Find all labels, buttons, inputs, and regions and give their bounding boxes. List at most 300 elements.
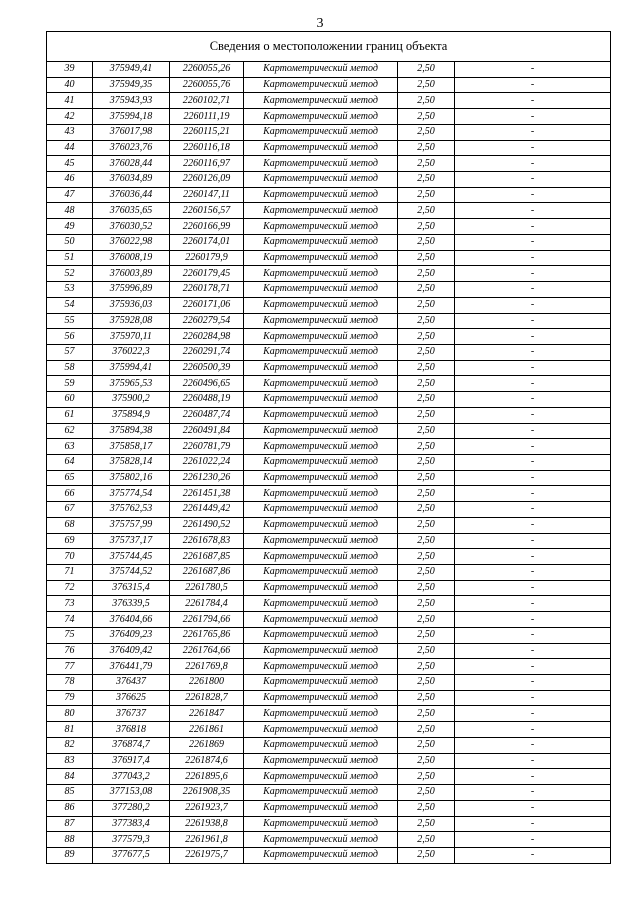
accuracy-cell: 2,50 — [398, 360, 455, 376]
method-cell: Картометрический метод — [244, 533, 398, 549]
coordinate-y-cell: 2261847 — [170, 706, 244, 722]
coordinate-y-cell: 2261895,6 — [170, 769, 244, 785]
point-number-cell: 89 — [47, 847, 93, 863]
coordinate-x-cell: 375949,35 — [93, 77, 170, 93]
coordinate-y-cell: 2261780,5 — [170, 580, 244, 596]
point-number-cell: 55 — [47, 313, 93, 329]
coordinate-y-cell: 2260781,79 — [170, 439, 244, 455]
accuracy-cell: 2,50 — [398, 533, 455, 549]
coordinate-x-cell: 375828,14 — [93, 454, 170, 470]
table-row — [47, 847, 611, 863]
method-cell: Картометрический метод — [244, 297, 398, 313]
note-cell: - — [455, 517, 611, 533]
coordinate-y-cell: 2261769,8 — [170, 659, 244, 675]
note-cell: - — [455, 219, 611, 235]
point-number-cell: 42 — [47, 109, 93, 125]
accuracy-cell: 2,50 — [398, 847, 455, 863]
accuracy-cell: 2,50 — [398, 313, 455, 329]
coordinate-y-cell: 2261869 — [170, 737, 244, 753]
table-row — [47, 769, 611, 785]
coordinate-x-cell: 376404,66 — [93, 612, 170, 628]
table-row — [47, 596, 611, 612]
accuracy-cell: 2,50 — [398, 187, 455, 203]
note-cell: - — [455, 816, 611, 832]
table-row — [47, 187, 611, 203]
accuracy-cell: 2,50 — [398, 140, 455, 156]
method-cell: Картометрический метод — [244, 832, 398, 848]
method-cell: Картометрический метод — [244, 77, 398, 93]
point-number-cell: 66 — [47, 486, 93, 502]
accuracy-cell: 2,50 — [398, 486, 455, 502]
note-cell: - — [455, 659, 611, 675]
coordinate-y-cell: 2261861 — [170, 722, 244, 738]
table-row — [47, 502, 611, 518]
point-number-cell: 52 — [47, 266, 93, 282]
point-number-cell: 85 — [47, 785, 93, 801]
coordinate-y-cell: 2260055,76 — [170, 77, 244, 93]
accuracy-cell: 2,50 — [398, 392, 455, 408]
coordinate-y-cell: 2260116,18 — [170, 140, 244, 156]
table-row — [47, 816, 611, 832]
coordinate-y-cell: 2260147,11 — [170, 187, 244, 203]
note-cell: - — [455, 109, 611, 125]
accuracy-cell: 2,50 — [398, 832, 455, 848]
coordinate-y-cell: 2261490,52 — [170, 517, 244, 533]
coordinate-y-cell: 2261449,42 — [170, 502, 244, 518]
method-cell: Картометрический метод — [244, 800, 398, 816]
note-cell: - — [455, 706, 611, 722]
note-cell: - — [455, 737, 611, 753]
note-cell: - — [455, 502, 611, 518]
point-number-cell: 39 — [47, 62, 93, 78]
note-cell: - — [455, 643, 611, 659]
accuracy-cell: 2,50 — [398, 297, 455, 313]
point-number-cell: 57 — [47, 344, 93, 360]
note-cell: - — [455, 847, 611, 863]
accuracy-cell: 2,50 — [398, 659, 455, 675]
accuracy-cell: 2,50 — [398, 376, 455, 392]
note-cell: - — [455, 156, 611, 172]
note-cell: - — [455, 627, 611, 643]
coordinate-y-cell: 2260491,84 — [170, 423, 244, 439]
point-number-cell: 46 — [47, 172, 93, 188]
note-cell: - — [455, 832, 611, 848]
accuracy-cell: 2,50 — [398, 690, 455, 706]
coordinate-x-cell: 376441,79 — [93, 659, 170, 675]
method-cell: Картометрический метод — [244, 627, 398, 643]
accuracy-cell: 2,50 — [398, 156, 455, 172]
coordinate-y-cell: 2261451,38 — [170, 486, 244, 502]
accuracy-cell: 2,50 — [398, 93, 455, 109]
note-cell: - — [455, 172, 611, 188]
note-cell: - — [455, 785, 611, 801]
coordinate-x-cell: 376034,89 — [93, 172, 170, 188]
coordinate-y-cell: 2260179,9 — [170, 250, 244, 266]
method-cell: Картометрический метод — [244, 313, 398, 329]
note-cell: - — [455, 250, 611, 266]
method-cell: Картометрический метод — [244, 737, 398, 753]
coordinate-y-cell: 2261800 — [170, 675, 244, 691]
accuracy-cell: 2,50 — [398, 737, 455, 753]
point-number-cell: 50 — [47, 234, 93, 250]
note-cell: - — [455, 423, 611, 439]
table-row — [47, 109, 611, 125]
method-cell: Картометрический метод — [244, 439, 398, 455]
table-row — [47, 250, 611, 266]
point-number-cell: 47 — [47, 187, 93, 203]
point-number-cell: 51 — [47, 250, 93, 266]
note-cell: - — [455, 596, 611, 612]
coordinate-y-cell: 2261764,66 — [170, 643, 244, 659]
note-cell: - — [455, 800, 611, 816]
note-cell: - — [455, 392, 611, 408]
table-row — [47, 549, 611, 565]
table-row — [47, 800, 611, 816]
table-row — [47, 643, 611, 659]
table-row — [47, 344, 611, 360]
coordinate-y-cell: 2261938,8 — [170, 816, 244, 832]
table-row — [47, 77, 611, 93]
note-cell: - — [455, 124, 611, 140]
note-cell: - — [455, 722, 611, 738]
table-row — [47, 376, 611, 392]
point-number-cell: 54 — [47, 297, 93, 313]
note-cell: - — [455, 612, 611, 628]
accuracy-cell: 2,50 — [398, 627, 455, 643]
table-row — [47, 439, 611, 455]
point-number-cell: 84 — [47, 769, 93, 785]
note-cell: - — [455, 470, 611, 486]
method-cell: Картометрический метод — [244, 596, 398, 612]
note-cell: - — [455, 690, 611, 706]
accuracy-cell: 2,50 — [398, 62, 455, 78]
page-number: 3 — [316, 16, 324, 31]
note-cell: - — [455, 675, 611, 691]
method-cell: Картометрический метод — [244, 847, 398, 863]
point-number-cell: 73 — [47, 596, 93, 612]
table-row — [47, 62, 611, 78]
note-cell: - — [455, 533, 611, 549]
coordinate-y-cell: 2261784,4 — [170, 596, 244, 612]
table-row — [47, 675, 611, 691]
coordinate-x-cell: 376409,23 — [93, 627, 170, 643]
table-row — [47, 580, 611, 596]
table-row — [47, 360, 611, 376]
method-cell: Картометрический метод — [244, 565, 398, 581]
coordinate-x-cell: 376028,44 — [93, 156, 170, 172]
table-row — [47, 565, 611, 581]
coordinate-x-cell: 376818 — [93, 722, 170, 738]
coordinate-y-cell: 2260115,21 — [170, 124, 244, 140]
note-cell: - — [455, 187, 611, 203]
coordinate-x-cell: 375994,41 — [93, 360, 170, 376]
table-row — [47, 266, 611, 282]
method-cell: Картометрический метод — [244, 392, 398, 408]
method-cell: Картометрический метод — [244, 486, 398, 502]
coordinate-y-cell: 2260291,74 — [170, 344, 244, 360]
point-number-cell: 64 — [47, 454, 93, 470]
coordinate-y-cell: 2261794,66 — [170, 612, 244, 628]
note-cell: - — [455, 297, 611, 313]
method-cell: Картометрический метод — [244, 344, 398, 360]
table-row — [47, 407, 611, 423]
coordinate-x-cell: 376409,42 — [93, 643, 170, 659]
coordinate-x-cell: 375949,41 — [93, 62, 170, 78]
table-row — [47, 517, 611, 533]
coordinate-x-cell: 376003,89 — [93, 266, 170, 282]
coordinate-y-cell: 2260116,97 — [170, 156, 244, 172]
coordinate-y-cell: 2261687,85 — [170, 549, 244, 565]
method-cell: Картометрический метод — [244, 423, 398, 439]
coordinate-x-cell: 375737,17 — [93, 533, 170, 549]
method-cell: Картометрический метод — [244, 250, 398, 266]
point-number-cell: 71 — [47, 565, 93, 581]
accuracy-cell: 2,50 — [398, 706, 455, 722]
coordinate-x-cell: 376008,19 — [93, 250, 170, 266]
method-cell: Картометрический метод — [244, 753, 398, 769]
table-row — [47, 722, 611, 738]
table-row — [47, 612, 611, 628]
coordinate-x-cell: 376917,4 — [93, 753, 170, 769]
note-cell: - — [455, 580, 611, 596]
coordinate-x-cell: 375744,45 — [93, 549, 170, 565]
coordinate-y-cell: 2261908,35 — [170, 785, 244, 801]
note-cell: - — [455, 266, 611, 282]
note-cell: - — [455, 62, 611, 78]
table-row — [47, 706, 611, 722]
table-row — [47, 329, 611, 345]
accuracy-cell: 2,50 — [398, 470, 455, 486]
table-row — [47, 282, 611, 298]
coordinate-x-cell: 376625 — [93, 690, 170, 706]
coordinate-y-cell: 2261828,7 — [170, 690, 244, 706]
accuracy-cell: 2,50 — [398, 329, 455, 345]
method-cell: Картометрический метод — [244, 785, 398, 801]
note-cell: - — [455, 344, 611, 360]
coordinate-x-cell: 375858,17 — [93, 439, 170, 455]
coordinate-x-cell: 376022,3 — [93, 344, 170, 360]
note-cell: - — [455, 376, 611, 392]
point-number-cell: 45 — [47, 156, 93, 172]
coordinate-x-cell: 375936,03 — [93, 297, 170, 313]
boundary-coordinates-table — [46, 31, 611, 864]
coordinate-x-cell: 377043,2 — [93, 769, 170, 785]
table-row — [47, 470, 611, 486]
coordinate-y-cell: 2260179,45 — [170, 266, 244, 282]
accuracy-cell: 2,50 — [398, 596, 455, 612]
table-row — [47, 297, 611, 313]
coordinate-y-cell: 2260171,06 — [170, 297, 244, 313]
accuracy-cell: 2,50 — [398, 344, 455, 360]
table-body — [47, 62, 611, 864]
point-number-cell: 62 — [47, 423, 93, 439]
coordinate-y-cell: 2260166,99 — [170, 219, 244, 235]
table-row — [47, 172, 611, 188]
method-cell: Картометрический метод — [244, 643, 398, 659]
accuracy-cell: 2,50 — [398, 800, 455, 816]
accuracy-cell: 2,50 — [398, 643, 455, 659]
coordinate-y-cell: 2260055,26 — [170, 62, 244, 78]
point-number-cell: 63 — [47, 439, 93, 455]
coordinate-y-cell: 2260487,74 — [170, 407, 244, 423]
note-cell: - — [455, 360, 611, 376]
coordinate-x-cell: 376022,98 — [93, 234, 170, 250]
coordinate-x-cell: 375965,53 — [93, 376, 170, 392]
method-cell: Картометрический метод — [244, 156, 398, 172]
point-number-cell: 56 — [47, 329, 93, 345]
point-number-cell: 41 — [47, 93, 93, 109]
coordinate-x-cell: 377383,4 — [93, 816, 170, 832]
method-cell: Картометрический метод — [244, 722, 398, 738]
method-cell: Картометрический метод — [244, 502, 398, 518]
note-cell: - — [455, 407, 611, 423]
note-cell: - — [455, 140, 611, 156]
coordinate-y-cell: 2260126,09 — [170, 172, 244, 188]
table-row — [47, 423, 611, 439]
method-cell: Картометрический метод — [244, 706, 398, 722]
coordinate-x-cell: 375762,53 — [93, 502, 170, 518]
coordinate-y-cell: 2261923,7 — [170, 800, 244, 816]
table-row — [47, 690, 611, 706]
method-cell: Картометрический метод — [244, 612, 398, 628]
table-header-row — [47, 32, 611, 62]
accuracy-cell: 2,50 — [398, 203, 455, 219]
note-cell: - — [455, 313, 611, 329]
coordinate-x-cell: 376315,4 — [93, 580, 170, 596]
note-cell: - — [455, 549, 611, 565]
point-number-cell: 59 — [47, 376, 93, 392]
method-cell: Картометрический метод — [244, 376, 398, 392]
point-number-cell: 48 — [47, 203, 93, 219]
point-number-cell: 87 — [47, 816, 93, 832]
accuracy-cell: 2,50 — [398, 407, 455, 423]
accuracy-cell: 2,50 — [398, 753, 455, 769]
method-cell: Картометрический метод — [244, 266, 398, 282]
point-number-cell: 68 — [47, 517, 93, 533]
coordinate-x-cell: 375943,93 — [93, 93, 170, 109]
coordinate-x-cell: 375994,18 — [93, 109, 170, 125]
note-cell: - — [455, 77, 611, 93]
note-cell: - — [455, 282, 611, 298]
accuracy-cell: 2,50 — [398, 785, 455, 801]
point-number-cell: 86 — [47, 800, 93, 816]
coordinate-y-cell: 2261687,86 — [170, 565, 244, 581]
coordinate-x-cell: 376339,5 — [93, 596, 170, 612]
accuracy-cell: 2,50 — [398, 580, 455, 596]
table-row — [47, 124, 611, 140]
coordinate-y-cell: 2260178,71 — [170, 282, 244, 298]
point-number-cell: 69 — [47, 533, 93, 549]
method-cell: Картометрический метод — [244, 454, 398, 470]
table-row — [47, 486, 611, 502]
accuracy-cell: 2,50 — [398, 77, 455, 93]
note-cell: - — [455, 769, 611, 785]
coordinate-x-cell: 375744,52 — [93, 565, 170, 581]
accuracy-cell: 2,50 — [398, 439, 455, 455]
coordinate-x-cell: 376035,65 — [93, 203, 170, 219]
accuracy-cell: 2,50 — [398, 282, 455, 298]
table-row — [47, 93, 611, 109]
coordinate-y-cell: 2260500,39 — [170, 360, 244, 376]
table-row — [47, 627, 611, 643]
method-cell: Картометрический метод — [244, 219, 398, 235]
coordinate-y-cell: 2261678,83 — [170, 533, 244, 549]
method-cell: Картометрический метод — [244, 769, 398, 785]
accuracy-cell: 2,50 — [398, 250, 455, 266]
table-row — [47, 219, 611, 235]
note-cell: - — [455, 486, 611, 502]
coordinate-x-cell: 375894,38 — [93, 423, 170, 439]
method-cell: Картометрический метод — [244, 580, 398, 596]
point-number-cell: 78 — [47, 675, 93, 691]
table-row — [47, 203, 611, 219]
coordinate-x-cell: 375894,9 — [93, 407, 170, 423]
coordinate-x-cell: 375900,2 — [93, 392, 170, 408]
accuracy-cell: 2,50 — [398, 423, 455, 439]
coordinate-y-cell: 2261874,6 — [170, 753, 244, 769]
coordinate-x-cell: 376023,76 — [93, 140, 170, 156]
accuracy-cell: 2,50 — [398, 549, 455, 565]
note-cell: - — [455, 454, 611, 470]
table-row — [47, 392, 611, 408]
method-cell: Картометрический метод — [244, 140, 398, 156]
coordinate-y-cell: 2260284,98 — [170, 329, 244, 345]
method-cell: Картометрический метод — [244, 470, 398, 486]
accuracy-cell: 2,50 — [398, 219, 455, 235]
note-cell: - — [455, 329, 611, 345]
point-number-cell: 43 — [47, 124, 93, 140]
point-number-cell: 49 — [47, 219, 93, 235]
coordinate-x-cell: 375757,99 — [93, 517, 170, 533]
method-cell: Картометрический метод — [244, 690, 398, 706]
method-cell: Картометрический метод — [244, 124, 398, 140]
table-row — [47, 832, 611, 848]
coordinate-y-cell: 2261765,86 — [170, 627, 244, 643]
table-row — [47, 454, 611, 470]
coordinate-x-cell: 376437 — [93, 675, 170, 691]
coordinate-x-cell: 376737 — [93, 706, 170, 722]
coordinate-x-cell: 375774,54 — [93, 486, 170, 502]
point-number-cell: 83 — [47, 753, 93, 769]
coordinate-x-cell: 376036,44 — [93, 187, 170, 203]
method-cell: Картометрический метод — [244, 675, 398, 691]
method-cell: Картометрический метод — [244, 172, 398, 188]
method-cell: Картометрический метод — [244, 203, 398, 219]
coordinate-y-cell: 2261961,8 — [170, 832, 244, 848]
note-cell: - — [455, 565, 611, 581]
accuracy-cell: 2,50 — [398, 266, 455, 282]
point-number-cell: 58 — [47, 360, 93, 376]
method-cell: Картометрический метод — [244, 816, 398, 832]
coordinate-x-cell: 375970,11 — [93, 329, 170, 345]
point-number-cell: 81 — [47, 722, 93, 738]
point-number-cell: 67 — [47, 502, 93, 518]
table-row — [47, 156, 611, 172]
coordinate-x-cell: 377579,3 — [93, 832, 170, 848]
coordinate-y-cell: 2261975,7 — [170, 847, 244, 863]
coordinate-y-cell: 2260496,65 — [170, 376, 244, 392]
method-cell: Картометрический метод — [244, 93, 398, 109]
point-number-cell: 77 — [47, 659, 93, 675]
note-cell: - — [455, 203, 611, 219]
point-number-cell: 80 — [47, 706, 93, 722]
coordinate-y-cell: 2260174,01 — [170, 234, 244, 250]
coordinate-y-cell: 2261230,26 — [170, 470, 244, 486]
section-title: Сведения о местоположении границ объекта — [47, 32, 611, 62]
point-number-cell: 40 — [47, 77, 93, 93]
point-number-cell: 70 — [47, 549, 93, 565]
table-row — [47, 313, 611, 329]
